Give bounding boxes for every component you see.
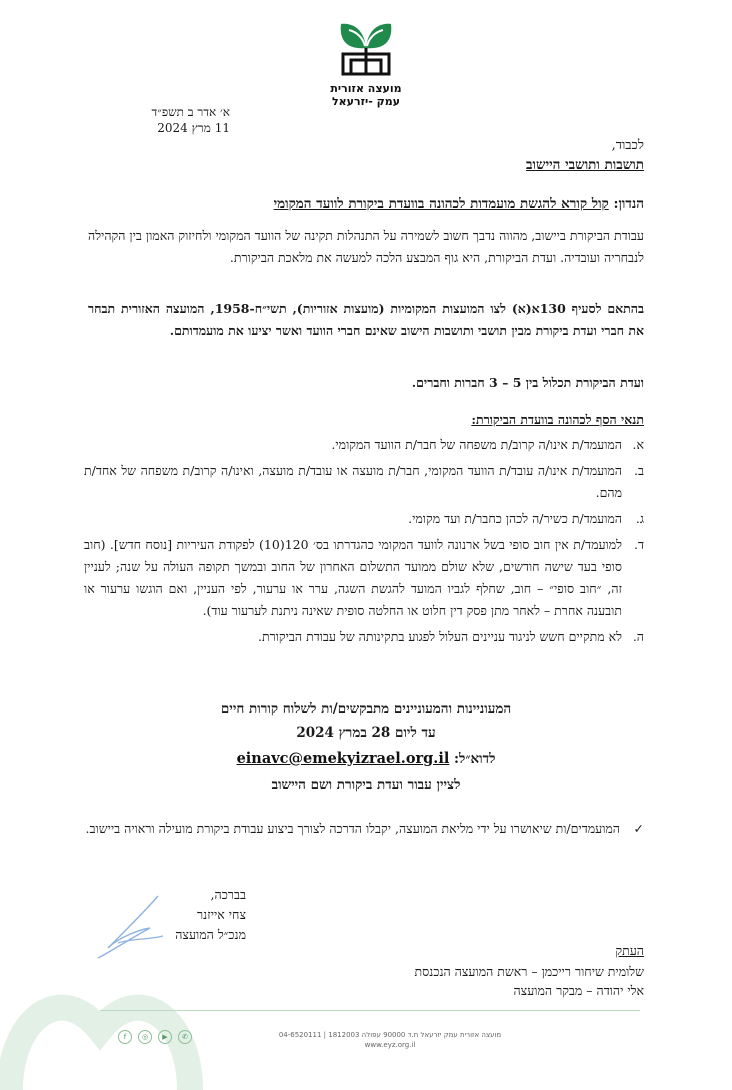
instagram-icon[interactable]: ◎ [138,1030,152,1044]
condition-text: המועמד/ת אינו/ה עובד/ת הוועד המקומי, חבר/ת מועצה או עובד/ת מועצה, ואינו/ה קרוב/ת משפחה של אחד/ת מהם. [84,463,622,500]
date-gregorian: 11 מרץ 2024 [157,121,230,135]
condition-letter: ד. [634,537,644,552]
condition-letter: ב. [634,463,644,478]
footer-website[interactable]: www.eyz.org.il [364,1041,416,1049]
copy-list [244,962,644,1000]
footer-contact [240,1030,540,1050]
footer-social-icons [118,1030,192,1044]
copy-item: אלי יהודה – מבקר המועצה [513,983,644,998]
subject-line [84,196,644,212]
copy-heading: העתק [615,943,644,958]
email-link[interactable]: einavc@emekyizrael.org.il [236,750,450,767]
footer-divider [100,1010,640,1011]
logo-line2: עמק -יזרעאל [331,95,401,108]
footer-address: מועצה אזורית עמק יזרעאל ת.ד 90000 עפולה 1812003 | 04-6520111 [278,1031,502,1039]
email-label: לדוא״ל: [454,751,496,767]
facebook-icon[interactable]: f [118,1030,132,1044]
date-hebrew: א׳ אדר ב תשפ״ד [151,105,230,119]
subject-text: קול קורא להגשת מועמדות לכהונה בוועדת ביקורת לוועד המקומי [273,196,609,212]
condition-text: המועמד/ת כשיר/ה לכהן כחבר/ת ועד מקומי. [408,511,622,526]
recipient: תושבות ותושבי היישוב [526,157,644,173]
copy-item: שלומית שיחור רייכמן – ראשת המועצה הנכנסת [414,964,644,979]
signoff-greeting: בברכה, [210,887,246,902]
salutation: לכבוד, [611,138,644,153]
logo-leaf-icon [337,18,395,82]
whatsapp-icon[interactable]: ✆ [178,1030,192,1044]
condition-text: לא מתקיים חשש לניגוד עניינים העלול לפגוע בתקינותה של עבודת הביקורת. [257,629,622,644]
note-text: המועמדים/ות שיאושרו על ידי מליאת המועצה, יקבלו הדרכה לצורך ביצוע עבודת ביקורת מועילה וראויה ביישוב. [85,821,620,836]
paragraph-committee-size: ועדת הביקורת תכלול בין 5 – 3 חברות וחברים. [411,375,644,390]
call-line1: המעוניינות והמעוניינים מתבקשים/ות לשלוח קורות חיים [220,701,512,717]
council-logo [326,18,406,128]
signoff-name: צחי אייזנר [197,907,246,922]
signoff-title: מנכ״ל המועצה [175,927,246,942]
subject-prefix: הנדון: [613,196,644,212]
signoff-block [106,885,246,945]
paragraph-intro: עבודת הביקורת ביישוב, מהווה נדבך חשוב לשמירה על התנהלות תקינה של הוועד המקומי ולחיזוק האמון בין הקהילה לנבחריה ועובדיה. ועדת הביקורת, היא גוף המבצע הלכה למעשה את מלאכת הביקורת. [88,228,644,265]
condition-letter: ה. [632,629,644,644]
training-note [84,818,644,840]
letter-date [60,104,230,136]
condition-letter: א. [632,437,644,452]
conditions-title: תנאי הסף לכהונה בוועדת הביקורת: [471,412,644,427]
call-email-row [0,746,732,772]
condition-letter: ג. [635,511,644,526]
call-deadline: עד ליום 28 במרץ 2024 [296,725,436,741]
logo-line1: מועצה אזורית [330,82,402,95]
youtube-icon[interactable]: ▶ [158,1030,172,1044]
watermark-leaf-icon [0,960,230,1090]
conditions-list [84,434,644,652]
condition-item [84,626,644,648]
condition-text: המועמד/ת אינו/ה קרוב/ת משפחה של חבר/ת הוועד המקומי. [331,437,622,452]
condition-text: למועמד/ת אין חוב סופי בשל ארנונה לוועד המקומי כהגדרתו בס׳ 120(10) לפקודת העיריות [נוסח חדש]. (חוב סופי בעד שישה חודשים, שלא שולם ממועד התשלום האחרון של החוב ובמשך תקופה העולה על שנה; לעניין זה, ״חוב סופי״ – חוב, שחלף לגביו המועד להגשת השגה, ערר או ערעור, לפי העניין, ואם הוגשו ערעור או תובענה אחרת – לאחר מתן פסק דין חלוט או החלטה סופית שאינה ניתנת לערעור עוד). [84,537,623,618]
condition-item [84,434,644,456]
check-icon: ✓ [633,821,644,836]
condition-item [84,534,644,622]
paragraph-legal: בהתאם לסעיף 130א(א) לצו המועצות המקומיות (מועצות אזוריות), תשי״ח-1958, המועצה האזורית תבחר את חברי ועדת ביקורת מבין תושבי ותושבות הישוב שאינם חברי הוועד ואשר יציעו את מועמדותם. [88,301,644,338]
call-instructions: לציין עבור ועדת ביקורת ושם היישוב [271,777,461,793]
condition-item [84,460,644,504]
condition-item [84,508,644,530]
